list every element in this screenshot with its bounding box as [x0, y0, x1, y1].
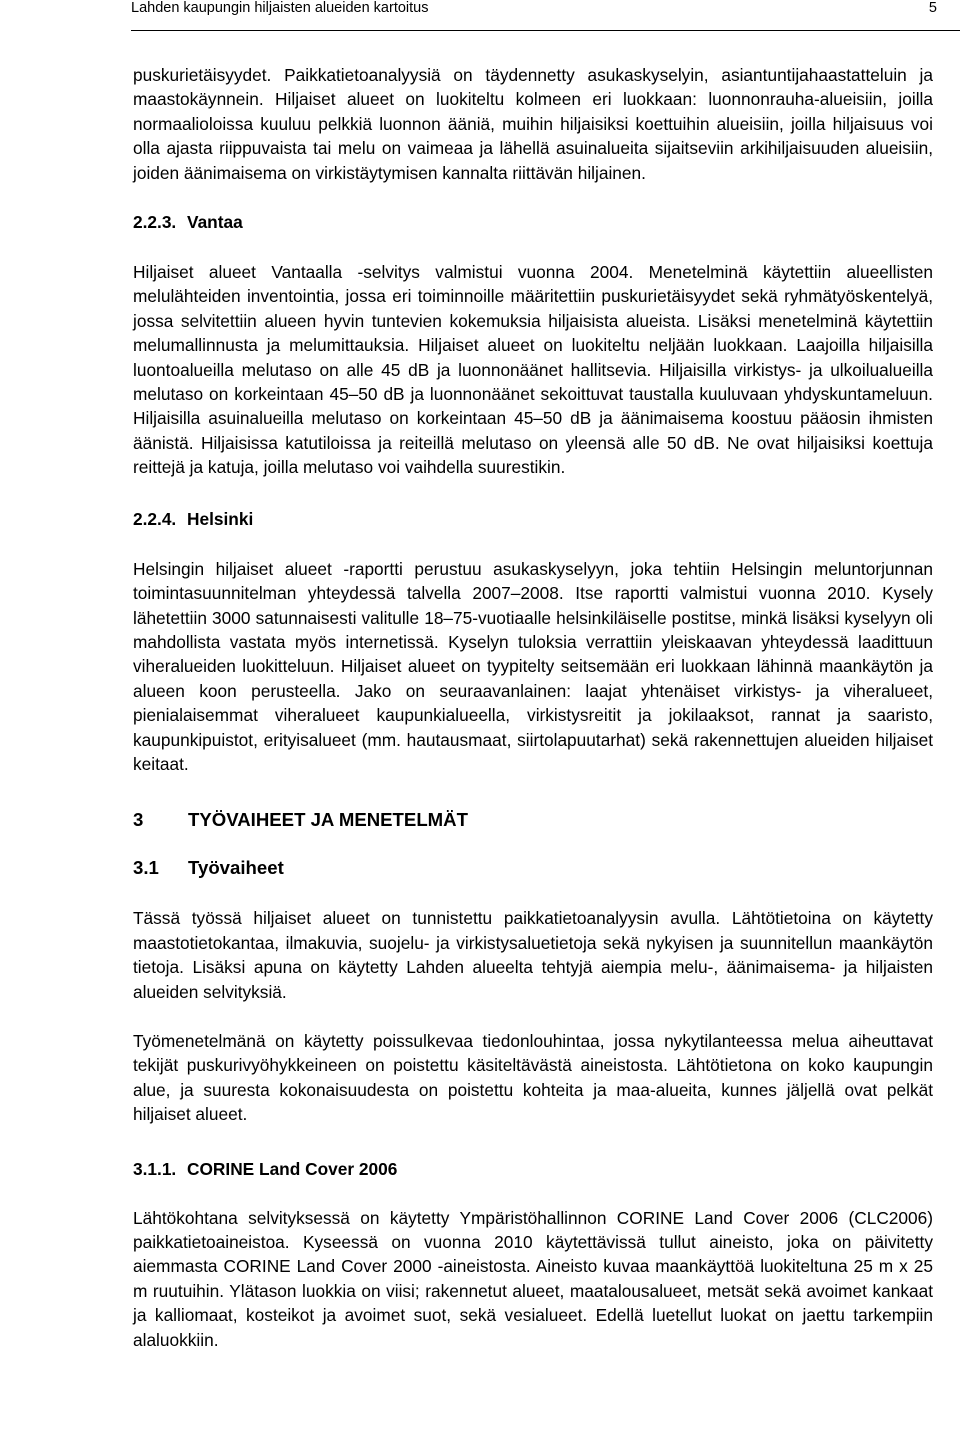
header-rule	[131, 30, 960, 31]
page-number: 5	[928, 0, 937, 16]
tyovaiheet-paragraph-1: Tässä työssä hiljaiset alueet on tunnistettu paikkatietoanalyysin avulla. Lähtötietoina on käytetty maastotietokantaa, ilmakuvia, suojelu- ja virkistysaluetietoja sekä nykyisen ja suunnitellun maankäytön tietoja. Lisäksi apuna on käytetty Lahden alueelta tehtyjä aiempia melu-, äänimaisema- ja hiljaisten alueiden selvityksiä.	[133, 908, 933, 1002]
chapter-title: TYÖVAIHEET JA MENETELMÄT	[188, 809, 468, 831]
helsinki-paragraph: Helsingin hiljaiset alueet -raportti perustuu asukaskyselyyn, joka tehtiin Helsingin meluntorjunnan toimintasuunnitelman yhteydessä talvella 2007–2008. Itse raportti valmistui vuonna 2010. Kysely lähetettiin 3000 satunnaisesti valitulle 18–75-vuotiaalle helsinkiläiselle postitse, minkä lisäksi kyselyyn oli mahdollista vastata myös internetissä. Kyselyn tuloksia verrattiin yleiskaavan yhteydessä laadittuun viheralueiden luokitteluun. Hiljaiset alueet on tyypitelty seitsemään eri luokkaan lähinnä maankäytön ja alueen koon perusteella. Jako on seuraavanlainen: laajat yhtenäiset virkistys- ja viheralueet, pienialaisemmat viheralueet kaupunkialueella, virkistysreitit ja jokilaaksot, rannat ja saaristo, kaupunkipuistot, erityisalueet (mm. hautausmaat, siirtolapuutarhat) sekä rakennettujen alueiden hiljaiset keitaat.	[133, 558, 933, 774]
vantaa-heading	[133, 210, 933, 234]
chapter-number: 3	[133, 809, 144, 831]
intro-paragraph: puskurietäisyydet. Paikkatietoanalyysiä on täydennetty asukaskyselyin, asiantuntijahaastatteluin ja maastokäynnein. Hiljaiset alueet on luokiteltu kolmeen eri luokkaan: luonnonrauha-alueisiin, joilla normaalioloissa kuuluu pelkkiä luonnon ääniä, muihin hiljaisiksi koettuihin alueisiin, joilla hiljaisuus voi olla ajasta riippuvaista tai melu on vaimeaa ja lähellä asuinalueita sijaitseviin arkihiljaisuuden alueisiin, joiden äänimaisema on virkistäytymisen kannalta riittävän hiljainen.	[133, 65, 933, 183]
helsinki-heading-number: 2.2.4.	[133, 508, 177, 529]
corine-heading	[133, 1157, 933, 1181]
section-heading	[133, 856, 933, 880]
vantaa-paragraph: Hiljaiset alueet Vantaalla -selvitys valmistui vuonna 2004. Menetelminä käytettiin alueellisten melulähteiden inventointia, jossa eri toiminnoille määritettiin puskurietäisyydet sekä ryhmätyöskentelyä, jossa selvitettiin alueen hyvin tuntevien kokemuksia hiljaisista alueista. Lisäksi menetelminä käytettiin melumallinnusta ja melumittauksia. Hiljaiset alueet on luokiteltu neljään luokkaan. Laajoilla hiljaisilla luontoalueilla melutaso on alle 45 dB ja luonnonäänet hallitsevia. Hiljaisilla virkistys- ja ulkoilualueilla melutaso on korkeintaan 45–50 dB ja luonnonäänet sekoittuvat taustalla kuuluvaan yhdyskuntameluun. Hiljaisilla asuinalueilla melutaso on korkeintaan 45–50 dB ja äänimaisema koostuu pääosin ihmisten äänistä. Hiljaisissa katutiloissa ja reiteillä melutaso on yleensä alle 50 dB. Ne ovat hiljaisiksi koettuja reittejä ja katuja, joilla melutaso voi vaihdella suurestikin.	[133, 262, 933, 478]
page-header	[131, 0, 960, 40]
section-title: Työvaiheet	[188, 857, 284, 879]
section-number: 3.1	[133, 857, 159, 879]
corine-heading-title: CORINE Land Cover 2006	[187, 1158, 398, 1179]
vantaa-heading-number: 2.2.3.	[133, 212, 177, 233]
helsinki-heading-title: Helsinki	[187, 508, 254, 529]
corine-paragraph: Lähtökohtana selvityksessä on käytetty Ympäristöhallinnon CORINE Land Cover 2006 (CLC2006) paikkatietoaineistoa. Kyseessä on vuonna 2010 käytettävissä tullut aineisto, joka on päivitetty aiemmasta CORINE Land Cover 2000 -aineistosta. Aineisto kuvaa maankäyttöä luokiteltuna 25 m x 25 m ruutuihin. Ylätason luokkia on viisi; rakennetut alueet, maatalousalueet, metsät sekä avoimet kankaat ja kalliomaat, kosteikot ja avoimet suot, sekä vesialueet. Edellä luetellut luokat on jaettu tarkempiin alaluokkiin.	[133, 1207, 933, 1350]
page-body	[133, 63, 933, 1352]
vantaa-heading-title: Vantaa	[187, 212, 243, 233]
tyovaiheet-paragraph-2: Työmenetelmänä on käytetty poissulkevaa tiedonlouhintaa, jossa nykytilanteessa melua aiheuttavat tekijät puskurivyöhykkeineen on poistettu käsiteltävästä aineistosta. Lähtötietona on koko kaupungin alue, ja suuresta kokonaisuudesta on poistettu kohteita ja maa-alueita, kunnes jäljellä ovat pelkät hiljaiset alueet.	[133, 1030, 933, 1125]
corine-heading-number: 3.1.1.	[133, 1158, 177, 1179]
helsinki-heading	[133, 507, 933, 531]
running-title: Lahden kaupungin hiljaisten alueiden kartoitus	[131, 0, 429, 16]
chapter-heading	[133, 808, 933, 832]
